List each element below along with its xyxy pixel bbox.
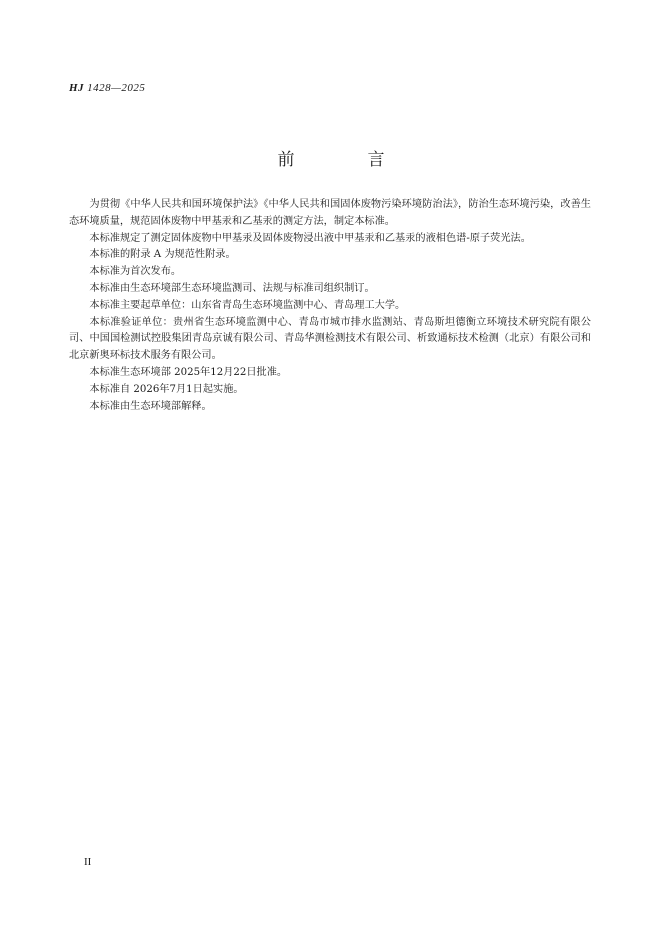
paragraph-approval: 本标准生态环境部 2025年12月22日批准。 xyxy=(89,366,288,378)
standard-prefix: HJ xyxy=(69,82,85,94)
paragraph-scope: 本标准规定了测定固体废物中甲基汞及固体废物浸出液中甲基汞和乙基汞的液相色谱-原子荧光法。 xyxy=(89,232,531,244)
page-title: 前 言 xyxy=(277,150,413,170)
foreword-body xyxy=(69,197,591,415)
paragraph-drafting-units: 本标准主要起草单位：山东省青岛生态环境监测中心、青岛理工大学。 xyxy=(89,299,406,311)
page-number: II xyxy=(84,856,92,868)
paragraph-first-release: 本标准为首次发布。 xyxy=(89,266,182,278)
paragraph-appendix: 本标准的附录 A 为规范性附录。 xyxy=(89,249,236,261)
paragraph-purpose: 为贯彻《中华人民共和国环境保护法》《中华人民共和国固体废物污染环境防治法》，防治生态环境污染，改善生态环境质量，规范固体废物中甲基汞和乙基汞的测定方法，制定本标准。 xyxy=(69,199,591,227)
paragraph-organizer: 本标准由生态环境部生态环境监测司、法规与标准司组织制订。 xyxy=(89,282,375,294)
paragraph-verification-units: 本标准验证单位：贵州省生态环境监测中心、青岛市城市排水监测站、青岛斯坦德衡立环境技术研究院有限公司、中国国检测试控股集团青岛京诚有限公司、青岛华测检测技术有限公司、析致通标技术检测（北京）有限公司和北京新奥环标技术服务有限公司。 xyxy=(69,316,591,362)
paragraph-implementation: 本标准自 2026年7月1日起实施。 xyxy=(89,383,244,395)
standard-code xyxy=(69,82,145,94)
paragraph-interpretation: 本标准由生态环境部解释。 xyxy=(89,400,212,412)
standard-number: 1428—2025 xyxy=(87,82,146,94)
